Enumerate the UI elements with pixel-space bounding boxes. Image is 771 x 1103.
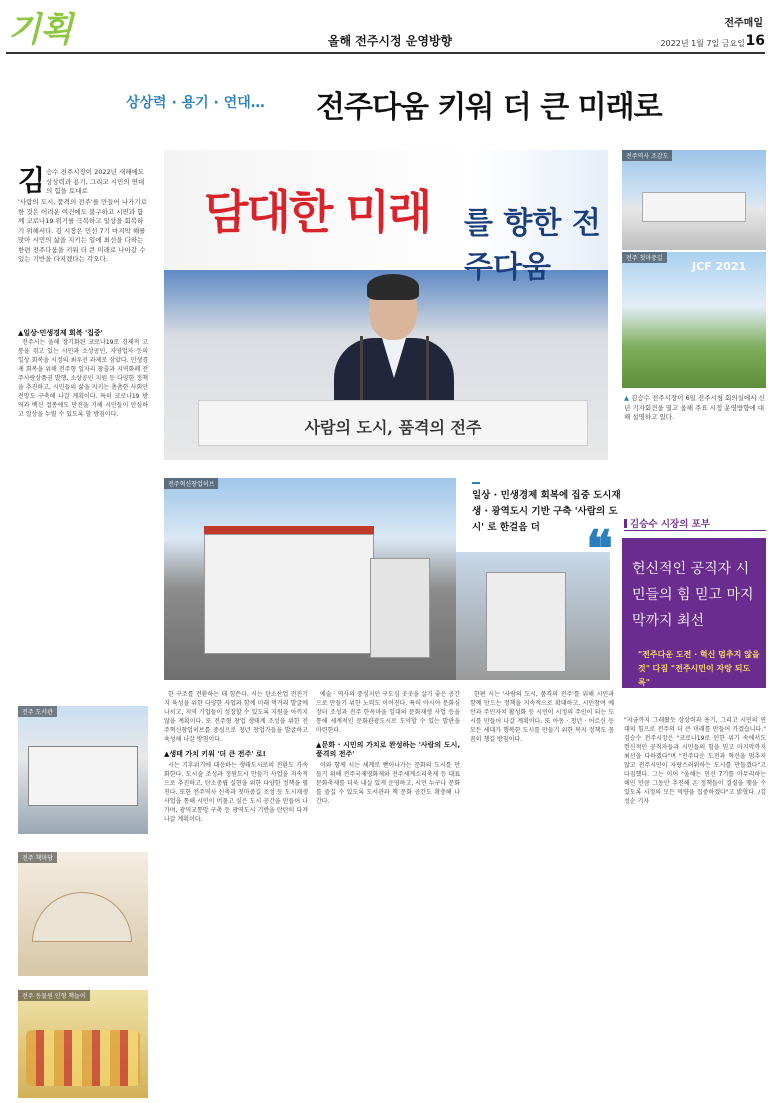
- left-subhead: ▲일상·민생경제 회복 '집중': [18, 329, 103, 337]
- col-3-body: 예술 · 역사의 중심지인 구도심 곳곳을 살기 좋은 공간으로 만들기 위한 노력도 이어진다. 특히 아시아 문화심장터 조성과 전주 한옥마을 일대의 문화재생 사업 등을 통해 세계적인 문화관광도시로 도약할 수 있는 발판을 마련한다.: [316, 691, 460, 734]
- pledge-main-quote: 헌신적인 공직자 시민들의 힘 믿고 마지막까지 최선: [632, 561, 754, 629]
- col-2-body-b: 시는 기후위기에 대응하는 생태도시로의 전환도 가속화한다. 도시숲 조성과 정원도시 만들기 사업을 지속적으로 추진하고, 탄소중립 실현을 위한 다양한 정책을 펼친다. 또한 전주역사 신축과 첫마중길 조성 등 도시재생 사업을 통해 시민이 머물고 싶은 도시 공간을 만들어 나가며, 광역교통망 구축 등 광역도시 기반을 탄탄히 다져 나갈 계획이다.: [164, 762, 308, 823]
- col-2-subhead: ▲생태 가치 키워 '더 큰 전주' 로!: [164, 750, 266, 758]
- article-kicker: 상상력 · 용기 · 연대…: [126, 95, 265, 111]
- left-photo-library[interactable]: [18, 706, 148, 834]
- pledge-title: [624, 516, 710, 530]
- quote-mark-icon: ❝: [586, 519, 613, 578]
- pledge-box: [622, 538, 766, 688]
- caption-text: 김승수 전주시장이 6일 전주시청 회의실에서 신년 기자회견을 열고 올해 주요 시정 운영방향에 대해 설명하고 있다.: [624, 394, 765, 421]
- lead-paragraph: [18, 166, 148, 316]
- left-photo-tag: 전주 책마당: [18, 852, 57, 863]
- photo-caption: [624, 394, 766, 423]
- caption-triangle-icon: ▲: [624, 394, 629, 402]
- lead-text-cont: '사람의 도시, 품격의 전주'를 만들어 나가기로 한 것은 어려운 여건에도 불구하고 시민과 함께 코로나19 위기를 극복하고 일상을 회복하기 위해서다. 김 시장은 민선 7기 마지막 해를 맞아 시민의 삶을 지키는 일에 최선을 다하는 한편 전주다움을 키워 더 큰 미래로 나아갈 수 있는 기반을 다지겠다는 각오다.: [18, 198, 147, 263]
- side-photo-plaza[interactable]: [622, 252, 766, 388]
- paper-name[interactable]: 전주매일: [724, 18, 763, 29]
- bookshelf-arch: [32, 892, 132, 942]
- left-column-text: [18, 338, 148, 698]
- col-right-body: "지금까지 그래왔듯 상상력과 용기, 그리고 시민의 연대의 힘으로 전주의 더 큰 미래를 만들어 가겠습니다." 김승수 전주시장은 "코로나19로 인한 위기 속에서도 헌신적인 공직자들과 시민들의 힘을 믿고 마지막까지 최선을 다하겠다"며 "전주다운 도전과 혁신을 멈추지 않고 전주시민이 자랑스러워하는 도시를 만들겠다"고 다짐했다. 그는 이어 "올해는 민선 7기를 마무리하는 해인 만큼 그동안 추진해 온 정책들이 결실을 맺을 수 있도록 시정의 모든 역량을 집중하겠다"고 밝혔다. /김성순 기자: [624, 717, 766, 805]
- article-headline: 전주다움 키워 더 큰 미래로: [316, 90, 662, 125]
- left-body: 전주시는 올해 장기화된 코로나19로 경제적 고통을 겪고 있는 시민과 소상공인, 자영업자 등의 일상 회복을 시정의 최우선 과제로 삼았다. 민생경제 회복을 위해 전주형 일자리 창출과 지역화폐 전주사랑상품권 발행, 소상공인 지원 등 다양한 정책을 추진하고, 시민들의 삶을 지키는 촘촘한 사회안전망도 구축해 나갈 계획이다. 특히 코로나19 방역과 백신 접종에도 만전을 기해 시민들이 안심하고 일상을 누릴 수 있도록 할 방침이다.: [18, 339, 148, 418]
- microphone-left: [360, 336, 363, 406]
- main-photo[interactable]: [164, 150, 608, 460]
- podium-text: 사람의 도시, 품격의 전주: [304, 418, 482, 437]
- side-photo-tag: 전주 첫마중길: [622, 252, 667, 263]
- side-photo-tag: 전주역사 조감도: [622, 150, 672, 161]
- col-4-body: 한편 시는 '사람의 도시, 품격의 전주'를 위해 시민과 함께 만드는 정책을 지속적으로 확대하고, 시민참여 예산과 주민자치 활성화 등 시민이 시정의 주인이 되는 도시를 만들어 나갈 계획이다. 또 아동 · 청년 · 어르신 등 모든 세대가 행복한 도시를 만들기 위한 복지 정책도 꼼꼼히 챙길 방침이다.: [470, 691, 614, 743]
- building-photo-tag: 전주혁신창업허브: [164, 478, 218, 489]
- left-photo-tag: 전주 도서관: [18, 706, 57, 717]
- pledge-rule: [624, 530, 766, 531]
- left-photo-children[interactable]: [18, 990, 148, 1098]
- banner-main-text: 담대한 미래: [204, 185, 431, 239]
- page-number: 16: [745, 33, 765, 49]
- pull-quote-rule: [472, 482, 480, 484]
- column-4: [470, 690, 614, 1095]
- building-main: [204, 534, 374, 654]
- pledge-sub-quote: "전주다운 도전 · 혁신 멈추지 않을 것" 다짐 "전주시민이 자랑 되도록": [638, 650, 760, 687]
- speaker-hair: [367, 274, 419, 300]
- issue-date: 2022년 1월 7일 금요일: [660, 39, 745, 48]
- library-building: [28, 746, 138, 806]
- lead-text-first: 승수 전주시장이 2022년 새해에도 상상력과 용기, 그리고 시민의 연대의 힘을 토대로: [46, 168, 145, 195]
- side-photo-station[interactable]: [622, 150, 766, 250]
- plaza-sign: JCF 2021: [692, 260, 747, 273]
- pledge-bar-icon: [624, 519, 627, 528]
- column-right: [624, 716, 766, 1098]
- pull-quote-text: 일상 · 민생경제 회복에 집중 도시재생 · 광역도시 기반 구축 '사람의 도시' 로 한걸음 더: [472, 490, 621, 533]
- strip-building: [486, 572, 566, 672]
- left-photo-bookstore[interactable]: [18, 852, 148, 976]
- children-group: [26, 1030, 140, 1086]
- pledge-title-text: 김승수 시장의 포부: [630, 519, 711, 530]
- station-building: [642, 192, 746, 222]
- microphone-right: [426, 336, 429, 406]
- speaker-figure: [334, 260, 454, 410]
- lead-dropcap: 김: [18, 164, 46, 197]
- masthead-rule: [6, 52, 765, 54]
- left-photo-tag: 전주 동물원 인형 책놀이: [18, 990, 90, 1001]
- col-3-body-b: 이와 함께 시는 세계로 뻗어나가는 문화의 도시를 만들기 위해 전주국제영화제와 전주세계소리축제 등 대표 문화축제를 더욱 내실 있게 운영하고, 시민 누구나 문화를 즐길 수 있도록 도서관과 책 문화 공간도 확충해 나간다.: [316, 762, 460, 805]
- column-3: [316, 690, 460, 1095]
- masthead-logo: 기획: [8, 10, 72, 50]
- col-2-body: 한 구조를 전환하는 데 힘쓴다. 시는 탄소산업 전진기지 육성을 위한 다양한 사업과 함께 미래 먹거리 발굴에 나서고, 지역 기업들이 성장할 수 있도록 지원을 아끼지 않을 계획이다. 또 전주형 창업 생태계 조성을 위한 전주혁신창업허브를 중심으로 청년 창업가들을 발굴하고 육성해 나갈 방침이다.: [164, 691, 308, 743]
- building-annex: [370, 558, 430, 658]
- building-photo[interactable]: [164, 478, 456, 680]
- section-title: 올해 전주시정 운영방향: [327, 34, 453, 48]
- col-3-subhead: ▲문화 · 시민의 가치로 완성하는 '사람의 도시, 품격의 전주': [316, 741, 460, 758]
- podium: [198, 400, 588, 446]
- banner-sub-text: 를 향한 전주다움: [464, 206, 601, 285]
- column-2: [164, 690, 308, 1095]
